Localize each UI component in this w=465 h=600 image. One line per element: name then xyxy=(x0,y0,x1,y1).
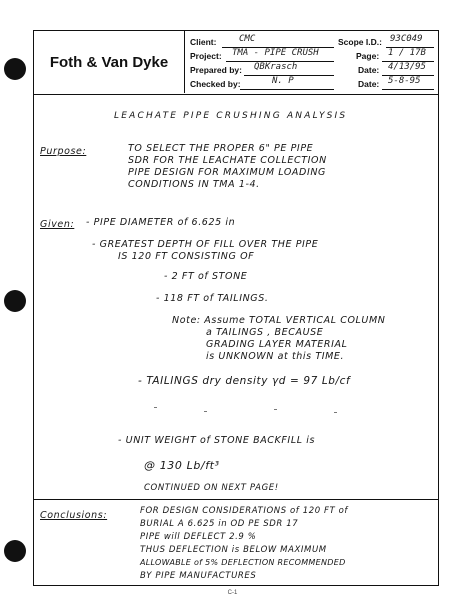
page-footer: C-1 xyxy=(227,590,238,596)
scan-mark xyxy=(154,407,157,408)
checked-by-label: Checked by: xyxy=(190,79,241,89)
given-stone-layer: - 2 FT of STONE xyxy=(164,271,248,282)
given-fill-depth: - GREATEST DEPTH OF FILL OVER THE PIPE xyxy=(92,239,319,250)
purpose-line-4: CONDITIONS IN TMA 1-4. xyxy=(128,179,260,190)
project-label: Project: xyxy=(190,51,222,61)
scan-mark xyxy=(204,411,207,412)
purpose-line-1: TO SELECT THE PROPER 6" PE PIPE xyxy=(128,143,314,154)
firm-name: Foth & Van Dyke xyxy=(34,31,185,93)
page-label: Page: xyxy=(356,51,380,61)
given-label: Given: xyxy=(40,219,75,230)
conclusion-line-2: BURIAL A 6.625 in OD PE SDR 17 xyxy=(140,519,299,529)
prepared-by-label: Prepared by: xyxy=(190,65,242,75)
given-pipe-diameter: - PIPE DIAMETER of 6.625 in xyxy=(86,217,236,228)
given-fill-consisting: IS 120 FT CONSISTING OF xyxy=(118,251,255,262)
project-value: TMA - PIPE CRUSH xyxy=(232,48,319,58)
scan-mark xyxy=(274,409,277,410)
date-prepared-value: 4/13/95 xyxy=(388,62,426,72)
sheet-title: LEACHATE PIPE CRUSHING ANALYSIS xyxy=(114,111,348,121)
conclusion-line-5: ALLOWABLE of 5% DEFLECTION RECOMMENDED xyxy=(140,558,346,567)
scope-id-label: Scope I.D.: xyxy=(338,37,382,47)
date-prepared-label: Date: xyxy=(358,65,380,75)
given-tailings-layer: - 118 FT of TAILINGS. xyxy=(156,293,269,304)
calculation-sheet xyxy=(33,30,439,586)
conclusion-line-6: BY PIPE MANUFACTURES xyxy=(140,571,257,581)
unit-weight-value: @ 130 Lb/ft³ xyxy=(144,459,220,472)
client-value: CMC xyxy=(239,34,256,44)
date-checked-underline xyxy=(382,89,434,90)
sheet-header xyxy=(34,31,438,95)
binder-hole-middle xyxy=(4,290,26,312)
note-line-3: GRADING LAYER MATERIAL xyxy=(206,339,348,350)
continued-note: CONTINUED ON NEXT PAGE! xyxy=(144,483,279,493)
conclusion-line-1: FOR DESIGN CONSIDERATIONS of 120 FT of xyxy=(140,506,348,516)
binder-hole-bottom xyxy=(4,540,26,562)
conclusion-line-3: PIPE will DEFLECT 2.9 % xyxy=(140,532,257,542)
checked-by-underline xyxy=(240,89,334,90)
checked-by-value: N. P xyxy=(272,76,294,86)
conclusions-label: Conclusions: xyxy=(40,510,108,521)
purpose-line-2: SDR FOR THE LEACHATE COLLECTION xyxy=(128,155,327,166)
note-line-2: a TAILINGS , BECAUSE xyxy=(206,327,324,338)
date-checked-label: Date: xyxy=(358,79,380,89)
purpose-line-3: PIPE DESIGN FOR MAXIMUM LOADING xyxy=(128,167,327,178)
binder-hole-top xyxy=(4,58,26,80)
conclusion-line-4: THUS DEFLECTION is BELOW MAXIMUM xyxy=(140,545,327,555)
conclusions-section xyxy=(34,499,438,585)
unit-weight-line: - UNIT WEIGHT of STONE BACKFILL is xyxy=(118,435,316,446)
note-line-1: Note: Assume TOTAL VERTICAL COLUMN xyxy=(172,315,386,326)
page-value: 1 / 17B xyxy=(388,48,426,58)
prepared-by-value: QBKrasch xyxy=(254,62,298,72)
purpose-label: Purpose: xyxy=(40,146,87,157)
scan-mark xyxy=(334,412,337,413)
client-label: Client: xyxy=(190,37,217,47)
note-line-4: is UNKNOWN at this TIME. xyxy=(206,351,345,362)
scope-id-value: 93C049 xyxy=(390,34,423,44)
tailings-density: - TAILINGS dry density γd = 97 Lb/cf xyxy=(138,375,351,387)
date-checked-value: 5-8-95 xyxy=(388,76,421,86)
